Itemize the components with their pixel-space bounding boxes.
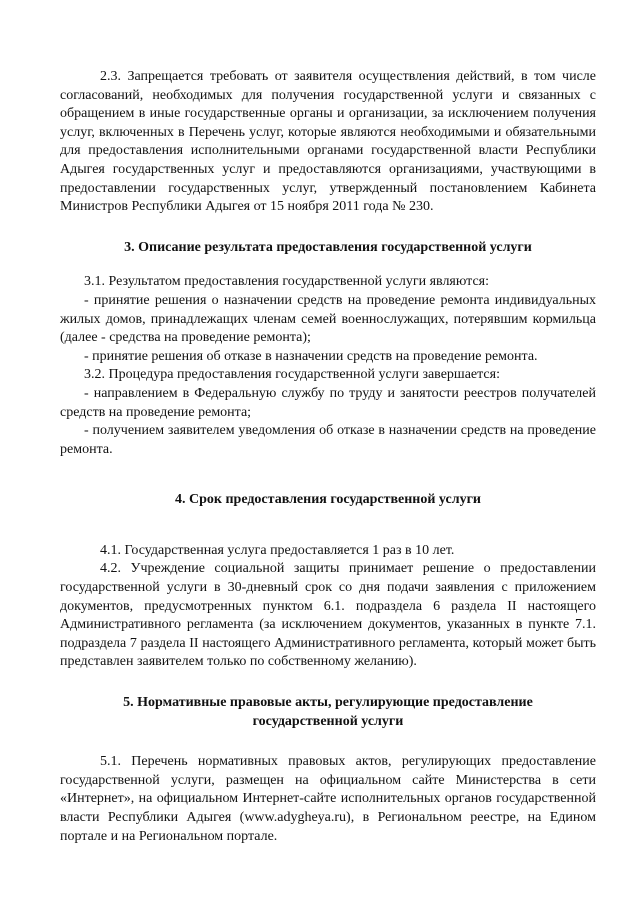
document-page: [60, 68, 596, 846]
section-5-heading-line2: государственной услуги: [252, 713, 404, 729]
paragraph-4-1: 4.1. Государственная услуга предоставляется 1 раз в 10 лет.: [100, 542, 455, 558]
paragraph-4-2: 4.2. Учреждение социальной защиты принимает решение о предоставлении государственной услуги в 30-дневный срок со дня подачи заявления с приложением документов, предусмотренных пунктом 6.1. подраздела 6 раздела II настоящего Административного регламента (за исключением документов, указанных в пункте 7.1. подраздела 7 раздела II настоящего Административного регламента, который может быть представлен заявителем только по собственному желанию).: [60, 561, 596, 670]
list-item-3-1-b: - принятие решения об отказе в назначении средств на проведение ремонта.: [84, 348, 538, 364]
paragraph-2-3: 2.3. Запрещается требовать от заявителя осуществления действий, в том числе согласований, необходимых для получения государственной услуги и связанных с обращением в иные государственные органы и организации, за исключением получения услуг, включенных в Перечень услуг, которые являются необходимыми и обязательными для предоставления исполнительными органами государственной власти Республики Адыгея государственных услуг и предоставляются организациями, участвующими в предоставлении государственных услуг, утвержденный постановлением Кабинета Министров Республики Адыгея от 15 ноября 2011 года № 230.: [60, 69, 596, 215]
section-5-heading-line1: 5. Нормативные правовые акты, регулирующие предоставление: [123, 695, 533, 711]
list-item-3-2-b: - получением заявителем уведомления об отказе в назначении средств на проведение ремонта.: [60, 423, 596, 457]
list-item-3-1-a: - принятие решения о назначении средств на проведение ремонта индивидуальных жилых домов, принадлежащих членам семей военнослужащих, потерявшим кормильца (далее - средства на проведение ремонта);: [60, 292, 596, 346]
paragraph-5-1: 5.1. Перечень нормативных правовых актов, регулирующих предоставление государственной услуги, размещен на официальном сайте Министерства в сети «Интернет», на официальном Интернет-сайте исполнительных органов государственной власти Республики Адыгея (www.adygheya.ru), в Региональном реестре, на Едином портале и на Региональном портале.: [60, 754, 596, 844]
list-item-3-2-a: - направлением в Федеральную службу по труду и занятости реестров получателей средств на проведение ремонта;: [60, 385, 596, 420]
section-4-heading: 4. Срок предоставления государственной услуги: [175, 492, 481, 508]
paragraph-3-2: 3.2. Процедура предоставления государственной услуги завершается:: [84, 367, 500, 383]
paragraph-3-1: 3.1. Результатом предоставления государственной услуги являются:: [84, 274, 489, 290]
section-3-heading: 3. Описание результата предоставления государственной услуги: [124, 239, 532, 255]
